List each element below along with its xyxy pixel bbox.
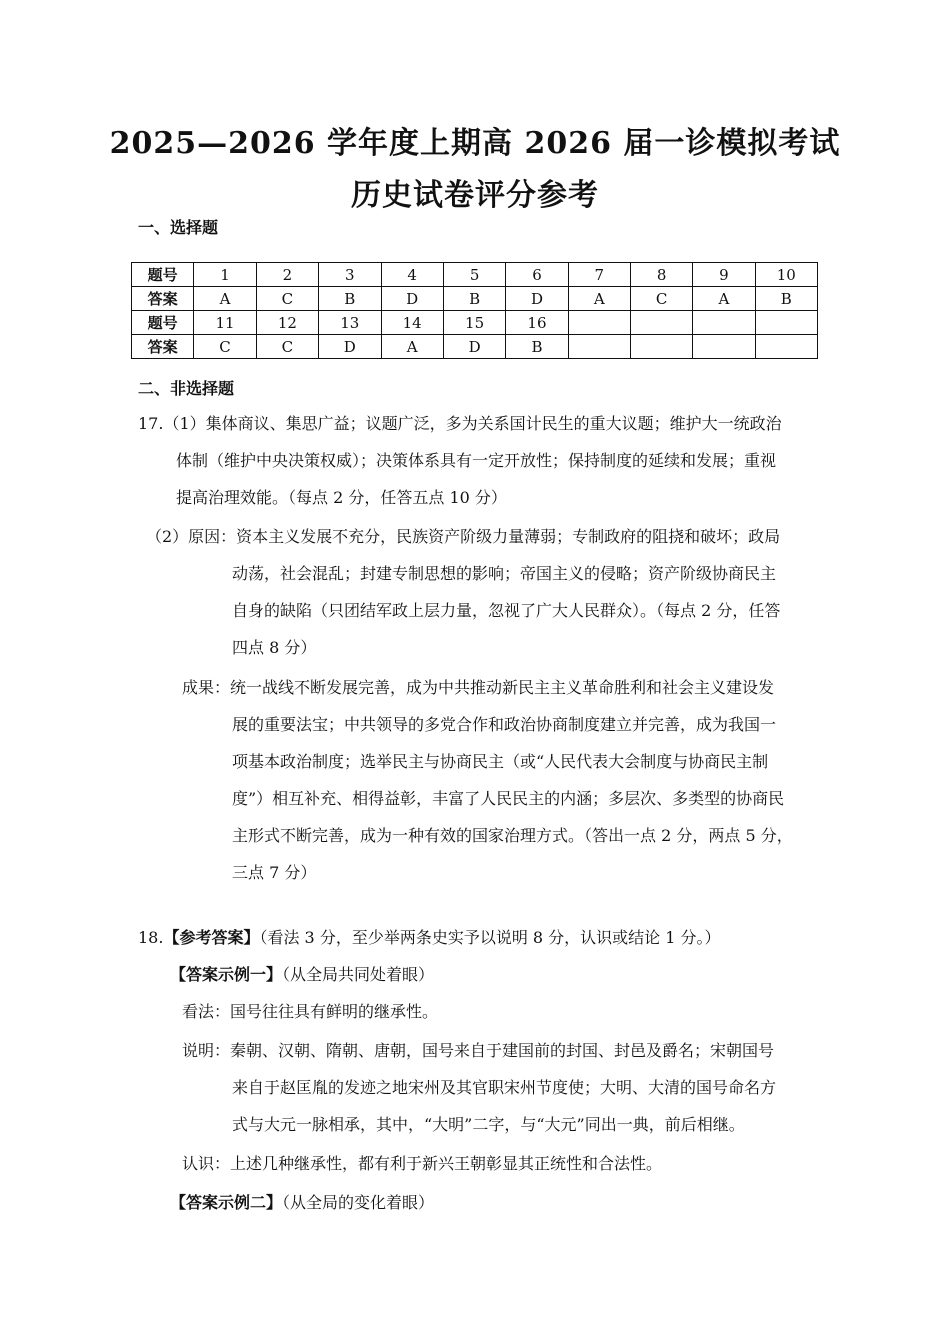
answer-cell: C [256,335,318,359]
answer-cell: A [194,287,256,311]
example2-label: 【答案示例二】 [170,1193,283,1212]
answer-cell: D [319,335,381,359]
answer-cell [568,335,630,359]
q18-example1-heading [170,956,434,993]
answer-cell: C [256,287,318,311]
q17-part1-line: 提高治理效能。（每点 2 分，任答五点 10 分） [176,488,507,507]
question-number: 14 [381,311,443,335]
row-label: 题号 [132,263,194,287]
document-title: 2025—2026 学年度上期高 2026 届一诊模拟考试 [109,126,841,161]
q18-number: 18. [138,928,164,947]
example1-label: 【答案示例一】 [170,965,283,984]
q18-example2-heading [170,1184,434,1221]
answer-cell: C [194,335,256,359]
answer-cell [630,335,692,359]
q18-explain-line: 来自于赵匡胤的发迹之地宋州及其官职宋州节度使；大明、大清的国号命名方 [232,1078,777,1097]
row-label: 题号 [132,311,194,335]
q17-result-line: 三点 7 分） [232,863,317,882]
table-row [132,263,818,287]
answer-cell: D [381,287,443,311]
q18-answer-label: 【参考答案】 [163,928,260,947]
q18-view: 看法：国号往往具有鲜明的继承性。 [182,1002,439,1021]
answer-cell: B [755,287,817,311]
answer-cell: A [568,287,630,311]
answer-cell [755,335,817,359]
question-number: 15 [443,311,505,335]
q17-result-line: 项基本政治制度；选举民主与协商民主（或“人民代表大会制度与协商民主制 [232,752,769,771]
q17-reason-line: 四点 8 分） [232,638,317,657]
table-row [132,335,818,359]
q17-result-line: 展的重要法宝；中共领导的多党合作和政治协商制度建立并完善，成为我国一 [232,715,777,734]
answer-table [131,262,818,359]
answer-cell [693,335,755,359]
q18-explain-line: 说明：秦朝、汉朝、隋朝、唐朝，国号来自于建国前的封国、封邑及爵名；宋朝国号 [182,1041,775,1060]
question-number [568,311,630,335]
q18-scoring-note: （看法 3 分，至少举两条史实予以说明 8 分，认识或结论 1 分。） [259,928,721,947]
question-number: 13 [319,311,381,335]
question-number: 8 [630,263,692,287]
question-number: 4 [381,263,443,287]
q17-reason-line: （2）原因：资本主义发展不充分，民族资产阶级力量薄弱；专制政府的阻挠和破坏；政局 [146,527,781,546]
question-number [755,311,817,335]
answer-cell: B [319,287,381,311]
q17-result-line: 度”）相互补充、相得益彰，丰富了人民民主的内涵；多层次、多类型的协商民 [232,789,785,808]
q17-result-line: 成果：统一战线不断发展完善，成为中共推动新民主主义革命胜利和社会主义建设发 [182,678,775,697]
answer-cell: D [506,287,568,311]
q17-part1-line: 体制（维护中央决策权威）；决策体系具有一定开放性；保持制度的延续和发展；重视 [176,451,777,470]
answer-cell: C [630,287,692,311]
section-heading-choice: 一、选择题 [138,218,219,237]
answer-cell: B [443,287,505,311]
row-label: 答案 [132,287,194,311]
q17-part1-line: 17.（1）集体商议、集思广益；议题广泛，多为关系国计民生的重大议题；维护大一统政治 [138,414,782,433]
answer-cell: A [693,287,755,311]
example2-note: （从全局的变化着眼） [282,1193,435,1212]
question-number: 16 [506,311,568,335]
q18-conclusion: 认识：上述几种继承性，都有利于新兴王朝彰显其正统性和合法性。 [182,1154,663,1173]
q17-reason-line: 动荡，社会混乱；封建专制思想的影响；帝国主义的侵略；资产阶级协商民主 [232,564,777,583]
q17-result-line: 主形式不断完善，成为一种有效的国家治理方式。（答出一点 2 分，两点 5 分， [232,826,793,845]
question-number: 2 [256,263,318,287]
question-number: 10 [755,263,817,287]
table-row [132,287,818,311]
question-number: 1 [194,263,256,287]
question-number: 9 [693,263,755,287]
document-subtitle: 历史试卷评分参考 [351,178,599,213]
answer-cell: A [381,335,443,359]
question-number: 5 [443,263,505,287]
q18-explain-line: 式与大元一脉相承，其中，“大明”二字，与“大元”同出一典，前后相继。 [232,1115,745,1134]
q17-reason-line: 自身的缺陷（只团结军政上层力量，忽视了广大人民群众）。（每点 2 分，任答 [232,601,781,620]
question-number: 7 [568,263,630,287]
question-number [693,311,755,335]
example1-note: （从全局共同处着眼） [282,965,435,984]
row-label: 答案 [132,335,194,359]
answer-cell: D [443,335,505,359]
table-row [132,311,818,335]
question-number: 12 [256,311,318,335]
question-number: 11 [194,311,256,335]
question-number: 3 [319,263,381,287]
answer-cell: B [506,335,568,359]
question-number: 6 [506,263,568,287]
section-heading-nonchoice: 二、非选择题 [138,379,235,398]
question-number [630,311,692,335]
q18-heading [138,919,721,956]
